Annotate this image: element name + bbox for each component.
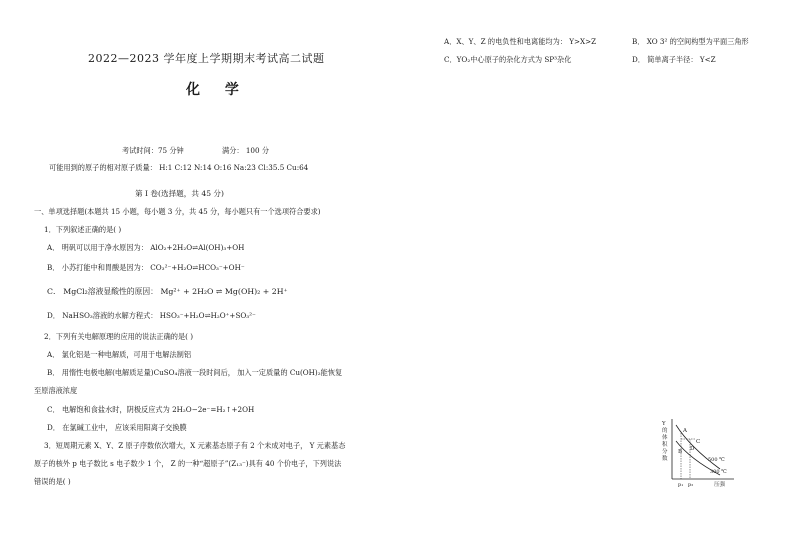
y-axis-label-1: 的	[662, 428, 668, 434]
point-b: B	[678, 449, 683, 455]
atomic-masses: 可能用到的原子的相对原子质量： H:1 C:12 N:14 O:16 Na:23 Cl:35.5 Cu:64	[49, 163, 309, 172]
curve-label-300: 300 ℃	[710, 469, 727, 475]
q1-stem: 1．下列叙述正确的是( )	[44, 225, 122, 234]
y-axis-label-3: 积	[662, 442, 668, 448]
subject-title: 化 学	[186, 82, 249, 98]
q1-option-a: A． 明矾可以用于净水原因为： AlO₂+2H₂O⇌Al(OH)₃+OH	[47, 243, 245, 252]
q2-option-b: B． 用惰性电极电解(电解质足量)CuSO₄溶液一段时间后， 加入一定质量的 Cu(OH)₂能恢复	[47, 368, 343, 377]
q1-option-c: C． MgCl₂溶液显酸性的原因： Mg²⁺ + 2H₂O ⇌ Mg(OH)₂ + 2H⁺	[47, 287, 288, 296]
curve-label-500: 500 ℃	[708, 457, 725, 463]
y-axis-label-2: 体	[662, 435, 668, 441]
q3-stem-line3: 错误的是( )	[34, 477, 71, 486]
q3-option-c: C．YO₂中心原子的杂化方式为 SP³杂化	[444, 55, 572, 64]
q2-option-b-continued: 至原溶液浓度	[34, 386, 78, 395]
x-axis-label: 压强	[714, 482, 726, 488]
q1-option-d: D． NaHSO₃溶液的水解方程式： HSO₃⁻+H₂O⇌H₂O⁺+SO₃²⁻	[47, 311, 256, 320]
q2-option-d: D． 在氯碱工业中， 应该采用阳离子交换膜	[47, 423, 187, 432]
exam-time: 考试时间：75 分钟	[122, 146, 184, 155]
equilibrium-graph	[650, 417, 738, 489]
x-tick-p2: p₂	[688, 482, 694, 488]
q2-stem: 2．下列有关电解原理的应用的说法正确的是( )	[44, 332, 194, 341]
q3-stem-line1: 3．短周期元素 X、Y、Z 原子序数依次增大，X 元素基态原子有 2 个未成对电子， Y 元素基态	[44, 441, 346, 450]
q3-stem-line2: 原子的核外 p 电子数比 s 电子数少 1 个， Z 的一种“超原子”(Z₁₃⁻)具有 40 个价电子，下列说法	[34, 459, 342, 468]
point-a: A	[683, 428, 687, 434]
q2-option-c: C． 电解饱和食盐水时，阴极反应式为 2H₂O−2e⁻=H₂↑+2OH	[47, 405, 255, 414]
q1-option-b: B． 小苏打能中和胃酸是因为： CO₃²⁻+H₂O⇌HCO₃⁻+OH⁻	[47, 263, 245, 272]
y-axis-label-0: Y	[662, 421, 666, 427]
x-tick-p1: p₁	[678, 482, 684, 488]
q3-option-d: D． 简单离子半径： Y<Z	[632, 55, 716, 64]
q2-option-a: A． 氯化铝是一种电解质，可用于电解法制铝	[47, 350, 192, 359]
exam-title: 2022—2023 学年度上学期期末考试高二试题	[88, 52, 325, 65]
full-score: 满分： 100 分	[222, 146, 270, 155]
y-axis-label-4: 分	[662, 449, 668, 455]
q3-option-a: A．X、Y、Z 的电负性和电离能均为： Y>X>Z	[444, 37, 597, 46]
point-c: C	[696, 439, 701, 445]
point-d: D	[690, 446, 695, 452]
q3-option-b: B． XO 3² 的空间构型为平面三角形	[632, 37, 749, 46]
section-title: 第 Ⅰ 卷(选择题，共 45 分)	[135, 189, 224, 198]
y-axis-label-5: 数	[662, 456, 668, 462]
section-instruction: 一、单项选择题(本题共 15 小题，每小题 3 分，共 45 分，每小题只有一个选项符合要求)	[34, 207, 321, 216]
